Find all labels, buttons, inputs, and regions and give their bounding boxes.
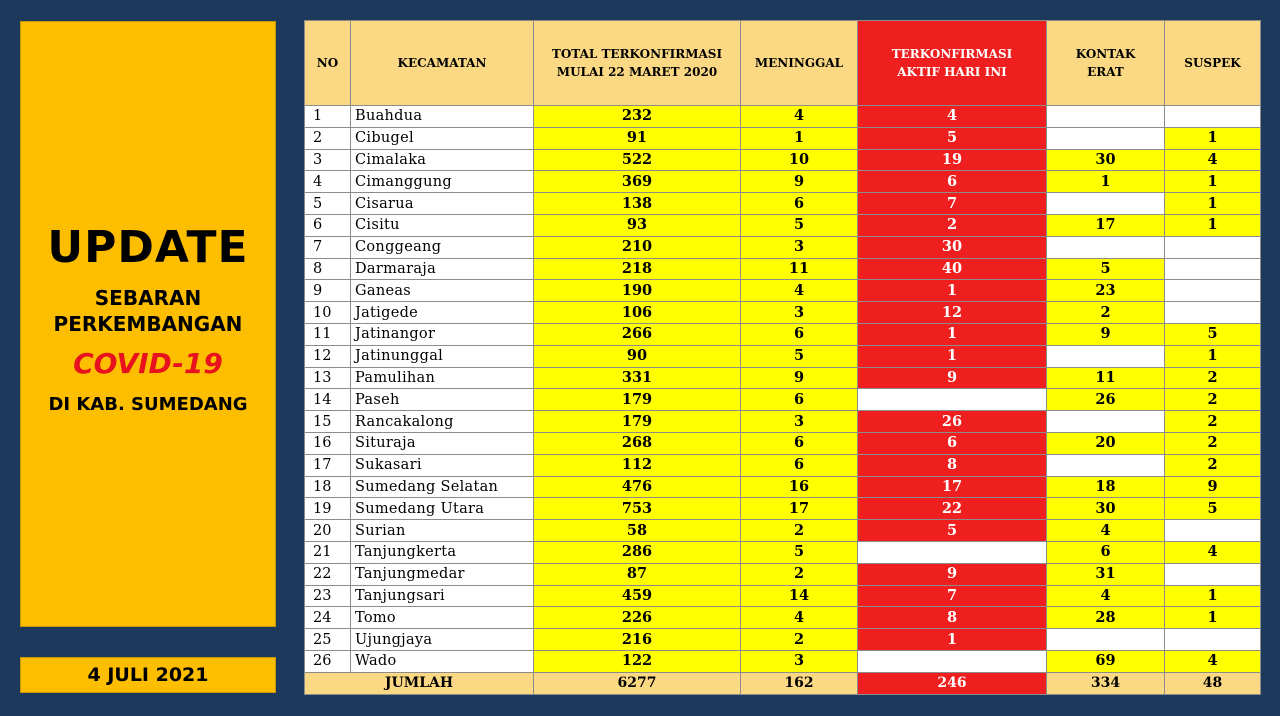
row-total: 190 — [534, 280, 741, 302]
row-meninggal: 5 — [741, 345, 858, 367]
row-meninggal: 2 — [741, 629, 858, 651]
total-aktif: 246 — [858, 672, 1047, 694]
header-aktif-line-1: TERKONFIRMASI — [891, 47, 1013, 61]
row-meninggal: 6 — [741, 389, 858, 411]
row-meninggal: 3 — [741, 302, 858, 324]
header-kontak — [1047, 21, 1165, 106]
row-total: 179 — [534, 389, 741, 411]
row-no: 8 — [305, 258, 351, 280]
header-aktif-line-2: AKTIF HARI INI — [897, 65, 1007, 79]
table-row — [305, 193, 1261, 215]
row-kontak — [1047, 106, 1165, 128]
table-row — [305, 585, 1261, 607]
row-total: 331 — [534, 367, 741, 389]
row-aktif — [858, 650, 1047, 672]
row-suspek: 1 — [1165, 171, 1261, 193]
row-total: 522 — [534, 149, 741, 171]
row-no: 11 — [305, 323, 351, 345]
row-aktif: 9 — [858, 367, 1047, 389]
row-suspek: 1 — [1165, 345, 1261, 367]
table-row — [305, 323, 1261, 345]
row-total: 179 — [534, 411, 741, 433]
row-kontak — [1047, 629, 1165, 651]
row-suspek — [1165, 302, 1261, 324]
row-kontak: 18 — [1047, 476, 1165, 498]
subtitle — [54, 285, 243, 337]
row-kecamatan: Jatigede — [351, 302, 534, 324]
row-meninggal: 2 — [741, 563, 858, 585]
row-kontak: 4 — [1047, 520, 1165, 542]
row-kecamatan: Jatinangor — [351, 323, 534, 345]
row-suspek: 4 — [1165, 149, 1261, 171]
row-total: 106 — [534, 302, 741, 324]
row-total: 226 — [534, 607, 741, 629]
row-aktif: 7 — [858, 585, 1047, 607]
row-total: 268 — [534, 432, 741, 454]
total-row — [305, 672, 1261, 694]
header-suspek: SUSPEK — [1165, 21, 1261, 106]
row-aktif: 30 — [858, 236, 1047, 258]
row-suspek — [1165, 258, 1261, 280]
row-total: 232 — [534, 106, 741, 128]
row-meninggal: 9 — [741, 171, 858, 193]
row-no: 19 — [305, 498, 351, 520]
row-total: 266 — [534, 323, 741, 345]
row-suspek: 5 — [1165, 498, 1261, 520]
row-total: 112 — [534, 454, 741, 476]
row-no: 7 — [305, 236, 351, 258]
subtitle-line-2: PERKEMBANGAN — [53, 311, 243, 336]
row-no: 13 — [305, 367, 351, 389]
row-suspek: 1 — [1165, 193, 1261, 215]
row-meninggal: 2 — [741, 520, 858, 542]
table-row — [305, 650, 1261, 672]
row-aktif: 7 — [858, 193, 1047, 215]
row-kontak: 31 — [1047, 563, 1165, 585]
table-row — [305, 367, 1261, 389]
header-aktif — [858, 21, 1047, 106]
header-total — [534, 21, 741, 106]
row-aktif: 9 — [858, 563, 1047, 585]
row-kecamatan: Cibugel — [351, 127, 534, 149]
row-suspek — [1165, 563, 1261, 585]
row-kecamatan: Sumedang Selatan — [351, 476, 534, 498]
row-aktif: 26 — [858, 411, 1047, 433]
update-heading: UPDATE — [47, 221, 249, 273]
row-suspek: 1 — [1165, 607, 1261, 629]
row-kecamatan: Sumedang Utara — [351, 498, 534, 520]
row-no: 20 — [305, 520, 351, 542]
row-total: 91 — [534, 127, 741, 149]
row-no: 6 — [305, 214, 351, 236]
row-total: 122 — [534, 650, 741, 672]
row-aktif: 8 — [858, 454, 1047, 476]
row-no: 15 — [305, 411, 351, 433]
row-total: 216 — [534, 629, 741, 651]
row-aktif: 1 — [858, 280, 1047, 302]
row-suspek: 2 — [1165, 411, 1261, 433]
row-aktif: 1 — [858, 323, 1047, 345]
table-row — [305, 214, 1261, 236]
row-kecamatan: Cisitu — [351, 214, 534, 236]
row-meninggal: 4 — [741, 106, 858, 128]
subtitle-line-1: SEBARAN — [94, 285, 202, 310]
row-no: 25 — [305, 629, 351, 651]
table-row — [305, 149, 1261, 171]
row-kecamatan: Ganeas — [351, 280, 534, 302]
region-label: DI KAB. SUMEDANG — [48, 393, 248, 415]
table-row — [305, 607, 1261, 629]
header-kontak-line-2: ERAT — [1087, 65, 1124, 79]
row-kontak: 9 — [1047, 323, 1165, 345]
total-total: 6277 — [534, 672, 741, 694]
row-meninggal: 5 — [741, 214, 858, 236]
row-aktif: 5 — [858, 520, 1047, 542]
row-aktif: 2 — [858, 214, 1047, 236]
row-kecamatan: Conggeang — [351, 236, 534, 258]
row-kecamatan: Surian — [351, 520, 534, 542]
row-meninggal: 6 — [741, 193, 858, 215]
row-total: 210 — [534, 236, 741, 258]
row-total: 459 — [534, 585, 741, 607]
row-aktif: 17 — [858, 476, 1047, 498]
row-aktif: 6 — [858, 432, 1047, 454]
row-total: 369 — [534, 171, 741, 193]
row-no: 18 — [305, 476, 351, 498]
table-row — [305, 171, 1261, 193]
row-suspek — [1165, 629, 1261, 651]
table-row — [305, 345, 1261, 367]
row-suspek: 1 — [1165, 127, 1261, 149]
row-no: 2 — [305, 127, 351, 149]
header-kecamatan: KECAMATAN — [351, 21, 534, 106]
row-suspek — [1165, 520, 1261, 542]
row-meninggal: 9 — [741, 367, 858, 389]
row-kecamatan: Paseh — [351, 389, 534, 411]
covid-table — [304, 20, 1261, 695]
table-row — [305, 563, 1261, 585]
row-kontak: 11 — [1047, 367, 1165, 389]
total-suspek: 48 — [1165, 672, 1261, 694]
table-row — [305, 389, 1261, 411]
row-meninggal: 14 — [741, 585, 858, 607]
row-kontak: 17 — [1047, 214, 1165, 236]
row-aktif: 1 — [858, 629, 1047, 651]
row-meninggal: 17 — [741, 498, 858, 520]
table-body — [305, 106, 1261, 695]
table-row — [305, 280, 1261, 302]
row-kecamatan: Buahdua — [351, 106, 534, 128]
row-kecamatan: Darmaraja — [351, 258, 534, 280]
covid-table-container — [304, 20, 1260, 692]
header-meninggal: MENINGGAL — [741, 21, 858, 106]
row-suspek: 4 — [1165, 541, 1261, 563]
row-kontak — [1047, 454, 1165, 476]
covid-label: COVID-19 — [73, 346, 223, 380]
row-meninggal: 4 — [741, 280, 858, 302]
row-kontak: 6 — [1047, 541, 1165, 563]
table-row — [305, 432, 1261, 454]
row-aktif: 6 — [858, 171, 1047, 193]
row-aktif: 4 — [858, 106, 1047, 128]
row-kecamatan: Cisarua — [351, 193, 534, 215]
row-kontak — [1047, 236, 1165, 258]
row-meninggal: 10 — [741, 149, 858, 171]
row-kecamatan: Tomo — [351, 607, 534, 629]
header-total-line-1: TOTAL TERKONFIRMASI — [551, 47, 723, 61]
row-kontak: 2 — [1047, 302, 1165, 324]
row-total: 58 — [534, 520, 741, 542]
row-kontak — [1047, 345, 1165, 367]
row-no: 5 — [305, 193, 351, 215]
header-row — [305, 21, 1261, 106]
total-meninggal: 162 — [741, 672, 858, 694]
table-row — [305, 541, 1261, 563]
row-kecamatan: Ujungjaya — [351, 629, 534, 651]
row-no: 14 — [305, 389, 351, 411]
row-meninggal: 11 — [741, 258, 858, 280]
row-total: 90 — [534, 345, 741, 367]
row-kontak: 4 — [1047, 585, 1165, 607]
row-suspek: 2 — [1165, 454, 1261, 476]
row-aktif: 19 — [858, 149, 1047, 171]
row-suspek: 2 — [1165, 432, 1261, 454]
row-kecamatan: Tanjungsari — [351, 585, 534, 607]
row-kontak: 26 — [1047, 389, 1165, 411]
row-no: 12 — [305, 345, 351, 367]
row-kecamatan: Rancakalong — [351, 411, 534, 433]
table-row — [305, 498, 1261, 520]
row-meninggal: 4 — [741, 607, 858, 629]
row-kontak: 69 — [1047, 650, 1165, 672]
total-label: JUMLAH — [305, 672, 534, 694]
row-total: 87 — [534, 563, 741, 585]
row-kecamatan: Situraja — [351, 432, 534, 454]
row-suspek: 1 — [1165, 214, 1261, 236]
row-kontak: 1 — [1047, 171, 1165, 193]
row-aktif: 5 — [858, 127, 1047, 149]
row-kecamatan: Pamulihan — [351, 367, 534, 389]
table-row — [305, 454, 1261, 476]
row-no: 3 — [305, 149, 351, 171]
row-meninggal: 3 — [741, 236, 858, 258]
row-suspek: 2 — [1165, 367, 1261, 389]
row-no: 9 — [305, 280, 351, 302]
row-no: 17 — [305, 454, 351, 476]
title-panel — [20, 21, 276, 627]
table-row — [305, 258, 1261, 280]
row-meninggal: 3 — [741, 411, 858, 433]
row-kontak: 20 — [1047, 432, 1165, 454]
date-label: 4 JULI 2021 — [87, 664, 209, 686]
table-row — [305, 106, 1261, 128]
table-row — [305, 411, 1261, 433]
row-kecamatan: Tanjungkerta — [351, 541, 534, 563]
row-meninggal: 6 — [741, 454, 858, 476]
row-no: 24 — [305, 607, 351, 629]
row-meninggal: 6 — [741, 432, 858, 454]
row-aktif: 1 — [858, 345, 1047, 367]
row-no: 10 — [305, 302, 351, 324]
row-no: 26 — [305, 650, 351, 672]
row-kecamatan: Tanjungmedar — [351, 563, 534, 585]
row-aktif: 40 — [858, 258, 1047, 280]
row-kontak: 30 — [1047, 149, 1165, 171]
row-total: 753 — [534, 498, 741, 520]
table-row — [305, 476, 1261, 498]
header-total-line-2: MULAI 22 MARET 2020 — [556, 65, 718, 79]
row-meninggal: 3 — [741, 650, 858, 672]
row-kontak — [1047, 127, 1165, 149]
table-row — [305, 127, 1261, 149]
row-no: 21 — [305, 541, 351, 563]
row-kontak: 23 — [1047, 280, 1165, 302]
header-no: NO — [305, 21, 351, 106]
row-meninggal: 1 — [741, 127, 858, 149]
row-suspek — [1165, 106, 1261, 128]
row-kecamatan: Wado — [351, 650, 534, 672]
row-total: 138 — [534, 193, 741, 215]
row-aktif: 22 — [858, 498, 1047, 520]
table-row — [305, 520, 1261, 542]
row-kontak — [1047, 411, 1165, 433]
row-suspek: 5 — [1165, 323, 1261, 345]
row-total: 218 — [534, 258, 741, 280]
row-suspek — [1165, 236, 1261, 258]
row-aktif: 8 — [858, 607, 1047, 629]
table-row — [305, 236, 1261, 258]
row-aktif: 12 — [858, 302, 1047, 324]
row-aktif — [858, 541, 1047, 563]
row-kecamatan: Cimalaka — [351, 149, 534, 171]
header-kontak-line-1: KONTAK — [1075, 47, 1136, 61]
row-kontak: 5 — [1047, 258, 1165, 280]
row-suspek: 9 — [1165, 476, 1261, 498]
row-no: 23 — [305, 585, 351, 607]
row-no: 4 — [305, 171, 351, 193]
row-meninggal: 16 — [741, 476, 858, 498]
row-kecamatan: Cimanggung — [351, 171, 534, 193]
row-total: 93 — [534, 214, 741, 236]
row-kontak: 28 — [1047, 607, 1165, 629]
row-suspek: 1 — [1165, 585, 1261, 607]
total-kontak: 334 — [1047, 672, 1165, 694]
row-no: 1 — [305, 106, 351, 128]
row-kontak: 30 — [1047, 498, 1165, 520]
row-meninggal: 6 — [741, 323, 858, 345]
table-row — [305, 629, 1261, 651]
row-meninggal: 5 — [741, 541, 858, 563]
date-box — [20, 657, 276, 693]
row-total: 286 — [534, 541, 741, 563]
row-total: 476 — [534, 476, 741, 498]
table-row — [305, 302, 1261, 324]
row-aktif — [858, 389, 1047, 411]
row-no: 22 — [305, 563, 351, 585]
row-kontak — [1047, 193, 1165, 215]
row-suspek — [1165, 280, 1261, 302]
row-suspek: 2 — [1165, 389, 1261, 411]
row-kecamatan: Sukasari — [351, 454, 534, 476]
row-suspek: 4 — [1165, 650, 1261, 672]
row-kecamatan: Jatinunggal — [351, 345, 534, 367]
row-no: 16 — [305, 432, 351, 454]
